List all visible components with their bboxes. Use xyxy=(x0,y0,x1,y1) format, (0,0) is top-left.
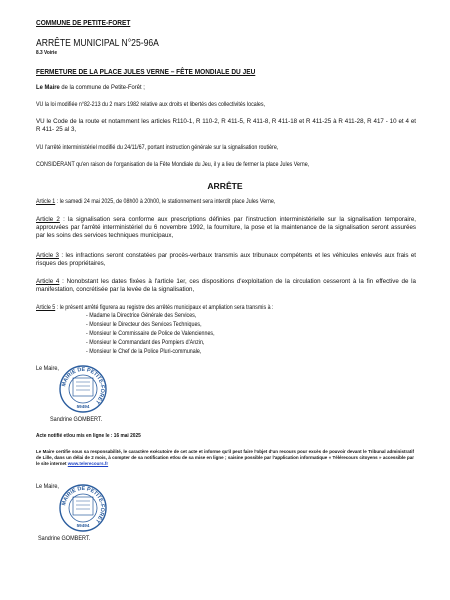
considerant-text: qu'en raison de l'organisation de la Fête Mondiale du Jeu, il y a lieu de fermer la place Jules Verne, xyxy=(74,161,310,168)
legal-notice xyxy=(36,449,414,467)
mairie-seal-stamp xyxy=(58,364,108,414)
signatory-name: Sandrine GOMBERT. xyxy=(38,535,91,542)
vu-item: VU la loi modifiée n°82-213 du 2 mars 1982 relative aux droits et libertés des collectivités locales, xyxy=(36,101,265,108)
arrete-heading: ARRÊTE xyxy=(207,181,243,191)
article-text: : la signalisation sera conforme aux prescriptions définies par l'instruction interministérielle sur la signalisation temporaire, approuvées par l'arrêté interministériel du 6 novembre 1992, la fourniture, la pose et la maintenance de la signalisation seront assurées par les soins des services techniques municipaux, xyxy=(36,216,416,239)
considerant xyxy=(36,162,354,168)
vu-item: VU le Code de la route et notamment les articles R110-1, R 110-2, R 411-5, R 411-8, R 411-18 et R 411-25 à R 411-28, R 417 - 10 et 4 et R 411- 25 al 3, xyxy=(36,118,416,133)
article-label: Article 2 xyxy=(36,216,60,223)
signatory-name: Sandrine GOMBERT. xyxy=(50,416,103,423)
telerecours-link[interactable]: www.telerecours.fr xyxy=(67,461,109,467)
recipient-item: - Monsieur le Commissaire de Police de Valenciennes, xyxy=(86,330,215,337)
maire-intro-text: de la commune de Petite-Forêt ; xyxy=(59,84,145,91)
article-label: Article 4 xyxy=(36,278,60,285)
article-text: : les infractions seront constatées par procès-verbaux transmis aux tribunaux compétents et les véhicules enlevés aux frais et risques des propriétaires, xyxy=(36,252,417,267)
document-title: FERMETURE DE LA PLACE JULES VERNE – FÊTE MONDIALE DU JEU xyxy=(36,67,256,76)
mairie-seal-stamp xyxy=(58,483,108,533)
maire-intro xyxy=(36,85,163,92)
arrete-category: 8.3 Voirie xyxy=(36,50,58,56)
seal-code: 59494 xyxy=(76,404,90,409)
article-label: Article 1 xyxy=(36,198,56,205)
considerant-label: CONSIDÉRANT xyxy=(36,161,75,168)
maire-label: Le Maire xyxy=(36,84,60,91)
article-text: : le présent arrêté figurera au registre des arrêtés municipaux et ampliation sera transmis à : xyxy=(55,304,274,311)
recipient-item: - Monsieur le Directeur des Services Techniques, xyxy=(86,321,202,328)
seal-text: MAIRIE DE PETITE-FORÊT xyxy=(61,485,106,524)
legal-notice-text: Le Maire certifie sous sa responsabilité, le caractère exécutoire de cet acte et informe qu'il peut faire l'objet d'un recours pour excès de pouvoir devant le Tribunal administratif de Lille, dans un délai de 2 mois, à compter de sa notification et/ou de sa mise en ligne ; saisine possible par l'application informatique « Télérecours citoyens » accessible par le site internet xyxy=(36,449,414,467)
article-1 xyxy=(36,199,314,205)
commune-name: COMMUNE DE PETITE-FORET xyxy=(36,18,131,27)
article-4 xyxy=(36,278,416,294)
recipient-item: - Monsieur le Chef de la Police Pluri-communale, xyxy=(86,348,202,355)
article-3 xyxy=(36,252,416,268)
recipient-item: - Madame la Directrice Générale des Services, xyxy=(86,312,197,319)
article-5 xyxy=(36,305,312,311)
article-2 xyxy=(36,216,416,240)
seal-code: 59494 xyxy=(76,523,90,528)
maire-signature-label: Le Maire, xyxy=(36,483,59,490)
vu-item: VU l'arrêté interministériel modifié du 24/11/67, portant instruction générale sur la signalisation routière, xyxy=(36,144,279,151)
recipient-item: - Monsieur le Commandant des Pompiers d'Anzin, xyxy=(86,339,205,346)
article-text: : le samedi 24 mai 2025, de 08h00 à 20h00, le stationnement sera interdit place Jules Verne, xyxy=(55,198,276,205)
publication-date: Acte notifié et/ou mis en ligne le : 16 mai 2025 xyxy=(36,433,141,439)
article-label: Article 3 xyxy=(36,252,60,259)
article-text: : Nonobstant les dates fixées à l'article 1er, ces dispositions d'exploitation de la circulation cesseront à la fin effective de la manifestation, concrétisée par la levée de la signalisation, xyxy=(36,278,416,293)
seal-text: MAIRIE DE PETITE-FORÊT xyxy=(61,366,106,405)
maire-signature-label: Le Maire, xyxy=(36,365,59,372)
arrete-number: ARRÊTE MUNICIPAL N°25-96A xyxy=(36,38,159,49)
article-label: Article 5 xyxy=(36,304,56,311)
